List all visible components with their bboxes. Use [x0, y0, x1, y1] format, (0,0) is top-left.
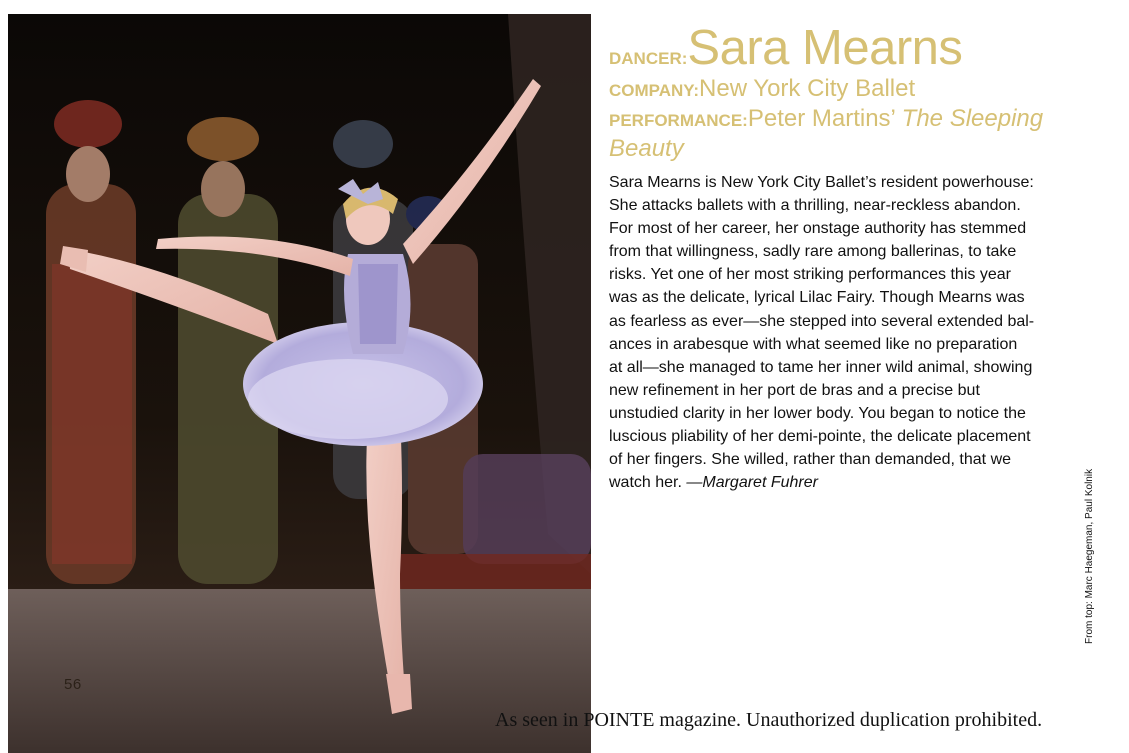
ballerina-photo	[8, 14, 591, 753]
dancer-name: Sara Mearns	[687, 21, 963, 75]
article-byline: —Margaret Fuhrer	[686, 474, 818, 492]
page-number: 56	[64, 676, 82, 693]
article-line: as fearless as ever—she stepped into several extended bal-	[609, 312, 1035, 330]
dancer-line	[609, 22, 1079, 74]
article-line: ances in arabesque with what seemed like no preparation	[609, 335, 1018, 353]
dancer-label: DANCER:	[609, 49, 688, 68]
performance-title-part2: Beauty	[609, 135, 684, 162]
article-line: from that willingness, sadly rare among ballerinas, to take	[609, 243, 1017, 261]
performance-label: PERFORMANCE:	[609, 111, 748, 130]
article-line: She attacks ballets with a thrilling, near-reckless abandon.	[609, 197, 1021, 215]
article-line: new refinement in her port de bras and a precise but	[609, 381, 980, 399]
article-last-line	[609, 471, 1064, 494]
company-line	[609, 74, 1079, 104]
company-label: COMPANY:	[609, 81, 700, 100]
article-heading	[609, 22, 1079, 164]
article-line: was as the delicate, lyrical Lilac Fairy. Though Mearns was	[609, 289, 1025, 307]
performance-choreographer: Peter Martins’	[747, 105, 895, 132]
performance-title-part1: The Sleeping	[901, 105, 1044, 132]
article-line: watch her.	[609, 474, 687, 492]
article-line: unstudied clarity in her lower body. You began to notice the	[609, 404, 1026, 422]
article-line: at all—she managed to tame her inner wild animal, showing	[609, 358, 1033, 376]
copyright-notice: As seen in POINTE magazine. Unauthorized duplication prohibited.	[495, 709, 1043, 731]
article-line: Sara Mearns is New York City Ballet’s resident powerhouse:	[609, 174, 1034, 191]
performance-line	[609, 104, 1079, 134]
article-line: For most of her career, her onstage authority has stemmed	[609, 220, 1027, 238]
photo-credit: From top: Marc Haegeman, Paul Kolnik	[1084, 468, 1095, 644]
article-line: of her fingers. She willed, rather than demanded, that we	[609, 451, 1012, 469]
company-name: New York City Ballet	[699, 75, 916, 102]
article-line: risks. Yet one of her most striking performances this year	[609, 266, 1011, 284]
article-line: luscious pliability of her demi-pointe, the delicate placement	[609, 428, 1031, 446]
article-body	[609, 171, 1064, 494]
performance-line-2	[609, 134, 1079, 164]
